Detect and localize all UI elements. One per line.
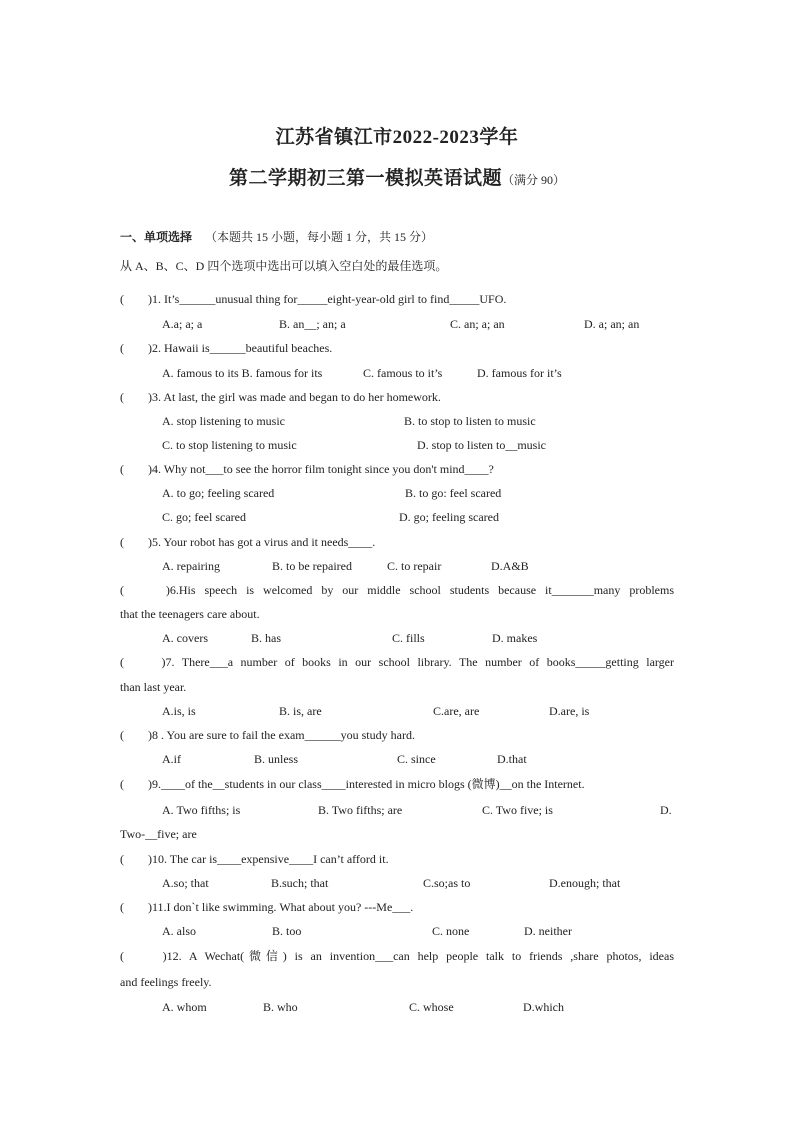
- option-c: C. none: [432, 924, 470, 938]
- option-d: D. a; an; an: [584, 317, 640, 331]
- option-c: C. an; a; an: [450, 317, 505, 331]
- option-d: D. makes: [492, 631, 538, 645]
- option-a: A. repairing: [162, 559, 220, 573]
- option-c: C. famous to it’s: [363, 366, 443, 380]
- option-b: B. to be repaired: [272, 559, 352, 573]
- option-b: B. to go: feel scared: [405, 486, 502, 500]
- option-b: B. to stop to listen to music: [404, 414, 536, 428]
- section-title: 一、单项选择: [120, 230, 193, 244]
- question-stem: ( )7. There___a number of books in our school library. The number of books_____getting larger: [120, 655, 674, 669]
- option-a: A. also: [162, 924, 196, 938]
- question-stem-continued: and feelings freely.: [120, 975, 212, 989]
- score-note: （满分 90）: [502, 173, 566, 187]
- question-stem: ( )10. The car is____expensive____I can’t afford it.: [120, 852, 389, 866]
- option-b: B. Two fifths; are: [318, 803, 403, 817]
- question-stem: ( )4. Why not___to see the horror film tonight since you don't mind____?: [120, 462, 494, 476]
- option-d: D.which: [523, 1000, 564, 1014]
- section-instruction: 从 A、B、C、D 四个选项中选出可以填入空白处的最佳选项。: [120, 259, 448, 273]
- option-c: C.are, are: [433, 704, 480, 718]
- option-b: B. an__; an; a: [279, 317, 346, 331]
- option-b: B. who: [263, 1000, 298, 1014]
- option-b: B. too: [272, 924, 302, 938]
- option-d: D. stop to listen to__music: [417, 438, 546, 452]
- option-c: C. since: [397, 752, 436, 766]
- option-a: A. stop listening to music: [162, 414, 285, 428]
- option-b: B. has: [251, 631, 281, 645]
- option-d: D. neither: [524, 924, 572, 938]
- question-stem: ( )9.____of the__students in our class____interested in micro blogs (微博)__on the Internet.: [120, 777, 585, 791]
- option-d: D. famous for it’s: [477, 366, 562, 380]
- option-d: D.: [660, 803, 672, 817]
- section-note: （本题共 15 小题，每小题 1 分，共 15 分）: [205, 230, 434, 244]
- option-d: D.enough; that: [549, 876, 621, 890]
- option-c: C. fills: [392, 631, 425, 645]
- option-d: D.are, is: [549, 704, 590, 718]
- question-stem: ( )5. Your robot has got a virus and it needs____.: [120, 535, 376, 549]
- option-c: C.so;as to: [423, 876, 471, 890]
- exam-title-line2: [0, 163, 794, 190]
- option-c: C. to stop listening to music: [162, 438, 297, 452]
- option-a: A. whom: [162, 1000, 207, 1014]
- option-a: A.so; that: [162, 876, 209, 890]
- option-d: D.that: [497, 752, 527, 766]
- question-stem: ( )6.His speech is welcomed by our middle school students because it_______many problems: [120, 583, 674, 597]
- question-stem: ( )12. A Wechat(微信) is an invention___can help people talk to friends ,share photos, ideas: [120, 949, 674, 963]
- option-d-continued: Two-__five; are: [120, 827, 197, 841]
- question-stem: ( )1. It’s______unusual thing for_____eight-year-old girl to find_____UFO.: [120, 292, 507, 306]
- option-c: C. Two five; is: [482, 803, 553, 817]
- option-a-b: A. famous to its B. famous for its: [162, 366, 323, 380]
- option-b: B.such; that: [271, 876, 329, 890]
- section-heading: [120, 229, 433, 245]
- option-b: B. unless: [254, 752, 299, 766]
- question-stem: ( )3. At last, the girl was made and began to do her homework.: [120, 390, 441, 404]
- option-a: A.a; a; a: [162, 317, 203, 331]
- option-d: D. go; feeling scared: [399, 510, 499, 524]
- exam-title-main: 第二学期初三第一模拟英语试题: [228, 168, 502, 189]
- question-stem-continued: than last year.: [120, 680, 187, 694]
- question-stem: ( )2. Hawaii is______beautiful beaches.: [120, 341, 333, 355]
- option-c: C. to repair: [387, 559, 442, 573]
- option-a: A.if: [162, 752, 181, 766]
- question-stem: ( )8 . You are sure to fail the exam______you study hard.: [120, 728, 415, 742]
- question-stem: ( )11.I don`t like swimming. What about you? ---Me___.: [120, 900, 414, 914]
- option-c: C. go; feel scared: [162, 510, 246, 524]
- option-a: A. to go; feeling scared: [162, 486, 275, 500]
- option-a: A.is, is: [162, 704, 196, 718]
- option-a: A. covers: [162, 631, 208, 645]
- exam-title-line1: 江苏省镇江市2022-2023学年: [275, 127, 519, 148]
- option-b: B. is, are: [279, 704, 322, 718]
- option-a: A. Two fifths; is: [162, 803, 241, 817]
- option-d: D.A&B: [491, 559, 529, 573]
- question-stem-continued: that the teenagers care about.: [120, 607, 260, 621]
- option-c: C. whose: [409, 1000, 454, 1014]
